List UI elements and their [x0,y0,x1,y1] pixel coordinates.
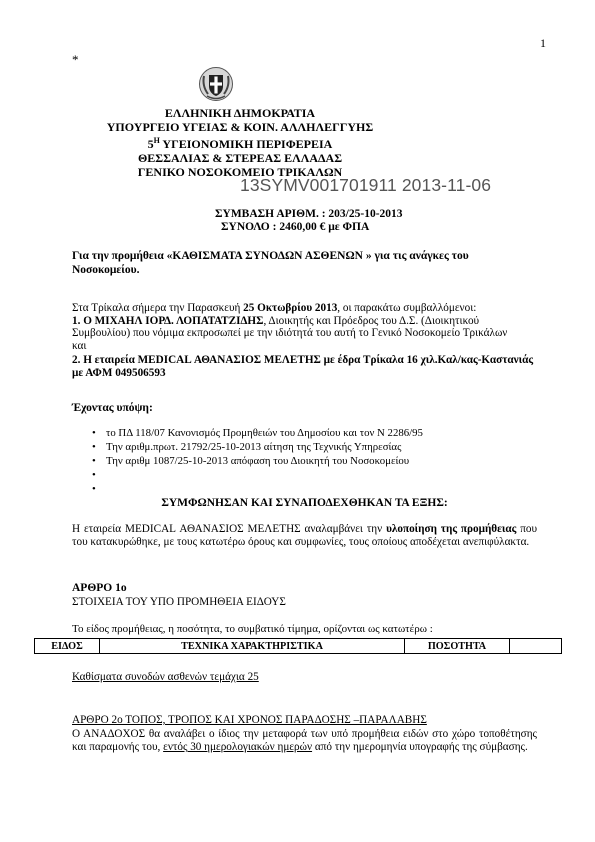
intro-text: Στα Τρίκαλα σήμερα την Παρασκευή [72,302,244,314]
intro-line [72,302,537,315]
document-marker: * [72,52,79,67]
table-header-row [35,639,562,654]
delivery-text-end: από την ημερομηνία υπογραφής της σύμβασης. [312,741,528,754]
header-line-region [50,134,430,151]
delivery-deadline: εντός 30 ημερολογιακών ημερών [163,741,313,754]
table-header-specs: ΤΕΧΝΙΚΑ ΧΑΡΑΚΤΗΡΙΣΤΙΚΑ [100,639,405,654]
contract-total: ΣΥΝΟΛΟ : 2460,00 € με ΦΠΑ [221,221,370,233]
considering-list [92,426,423,496]
parties-and: και [72,340,87,353]
region-number: 5 [147,137,154,151]
header-line-republic: ΕΛΛΗΝΙΚΗ ΔΗΜΟΚΡΑΤΙΑ [164,106,316,120]
registry-stamp: 13SYMV001701911 2013-11-06 [240,175,492,195]
parties-section [72,302,537,379]
article-2-title: ΑΡΘΡΟ 2ο ΤΟΠΟΣ, ΤΡΟΠΟΣ ΚΑΙ ΧΡΟΝΟΣ ΠΑΡΑΔΟΣΗΣ –ΠΑΡΑΛΑΒΗΣ [72,714,427,726]
party-two: 2. Η εταιρεία MEDICAL ΑΘΑΝΑΣΙΟΣ ΜΕΛΕΤΗΣ με έδρα Τρίκαλα 16 χιλ.Καλ/κας-Καστανιάς με ΑΦΜ 049506593 [72,353,534,379]
region-number-suffix: Η [153,136,160,145]
list-item: • το ΠΔ 118/07 Κανονισμός Προμηθειών του Δημοσίου και τον Ν 2286/95 [92,426,423,440]
undertaking-text-end: που του κατακυρώθηκε, με τους κατωτέρω όρους και συμφωνίες, τους οποίους αποδέχεται ανεπιφύλακτα. [72,523,538,549]
item-line: Καθίσματα συνοδών ασθενών τεμάχια 25 [72,671,259,683]
header-line-area: ΘΕΣΣΑΛΙΑΣ & ΣΤΕΡΕΑΣ ΕΛΛΑΔΑΣ [137,151,343,165]
table-header-empty [510,639,562,654]
table-header-quantity: ΠΟΣΟΤΗΤΑ [405,639,510,654]
table-header-item: ΕΙΔΟΣ [35,639,100,654]
header-line-ministry: ΥΠΟΥΡΓΕΙΟ ΥΓΕΙΑΣ & ΚΟΙΝ. ΑΛΛΗΛΕΓΓΥΗΣ [106,120,374,134]
delivery-paragraph [72,728,537,754]
article-1-subtitle: ΣΤΟΙΧΕΙΑ ΤΟΥ ΥΠΟ ΠΡΟΜΗΘΕΙΑ ΕΙΔΟΥΣ [72,596,286,608]
undertaking-emphasis: υλοποίηση της προμήθειας [386,523,517,535]
page-number: 1 [540,36,546,50]
table-intro: Το είδος προμήθειας, η ποσότητα, το συμβατικό τίμημα, ορίζονται ως κατωτέρω : [72,623,433,635]
party-one [72,315,537,340]
agreed-title: ΣΥΜΦΩΝΗΣΑΝ ΚΑΙ ΣΥΝΑΠΟΔΕΧΘΗΚΑΝ ΤΑ ΕΞΗΣ: [161,497,448,509]
considering-title: Έχοντας υπόψη: [72,402,153,414]
list-item: • Την αριθμ.πρωτ. 21792/25-10-2013 αίτηση της Τεχνικής Υπηρεσίας [92,440,423,454]
items-table [34,638,562,654]
region-label: ΥΓΕΙΟΝΟΜΙΚΗ ΠΕΡΙΦΕΡΕΙΑ [159,137,333,151]
undertaking-text: Η εταιρεία MEDICAL ΑΘΑΝΑΣΙΟΣ ΜΕΛΕΤΗΣ αναλαμβάνει την [72,523,387,535]
undertaking-paragraph [72,523,537,549]
list-item [92,482,423,496]
hellenic-republic-coat-of-arms-icon [198,66,234,102]
party-one-description: , Διοικητής και Πρόεδρος του Δ.Σ. (Διοικητικού Συμβουλίου) που νόμιμα εκπροσωπεί με την ιδιότητά του αυτή το Γενικό Νοσοκομείο Τρικάλων [72,314,508,340]
intro-text-end: , οι παρακάτω συμβαλλόμενοι: [337,302,477,314]
contract-date: 25 Οκτωβρίου 2013 [243,302,338,314]
contract-subject: Για την προμήθεια «ΚΑΘΙΣΜΑΤΑ ΣΥΝΟΔΩΝ ΑΣΘΕΝΩΝ » για τις ανάγκες του Νοσοκομείου. [72,250,469,276]
header-line-hospital: ΓΕΝΙΚΟ ΝΟΣΟΚΟΜΕΙΟ ΤΡΙΚΑΛΩΝ [137,165,343,179]
list-item [92,468,423,482]
list-item: • Την αριθμ 1087/25-10-2013 απόφαση του Διοικητή του Νοσοκομείου [92,454,423,468]
delivery-text: Ο ΑΝΑΔΟΧΟΣ θα αναλάβει ο ίδιος την μεταφορά των υπό προμήθεια ειδών στο χώρο τοποθέτησης και παραμονής του, [72,728,537,754]
issuer-header [50,106,430,179]
article-1-title: ΑΡΘΡΟ 1ο [72,582,127,594]
contract-info [215,208,403,234]
contract-number: ΣΥΜΒΑΣΗ ΑΡΙΘΜ. : 203/25-10-2013 [215,208,403,220]
party-one-name: 1. Ο ΜΙΧΑΗΛ ΙΟΡΔ. ΛΟΠΑΤΑΤΖΙΔΗΣ [72,314,264,327]
